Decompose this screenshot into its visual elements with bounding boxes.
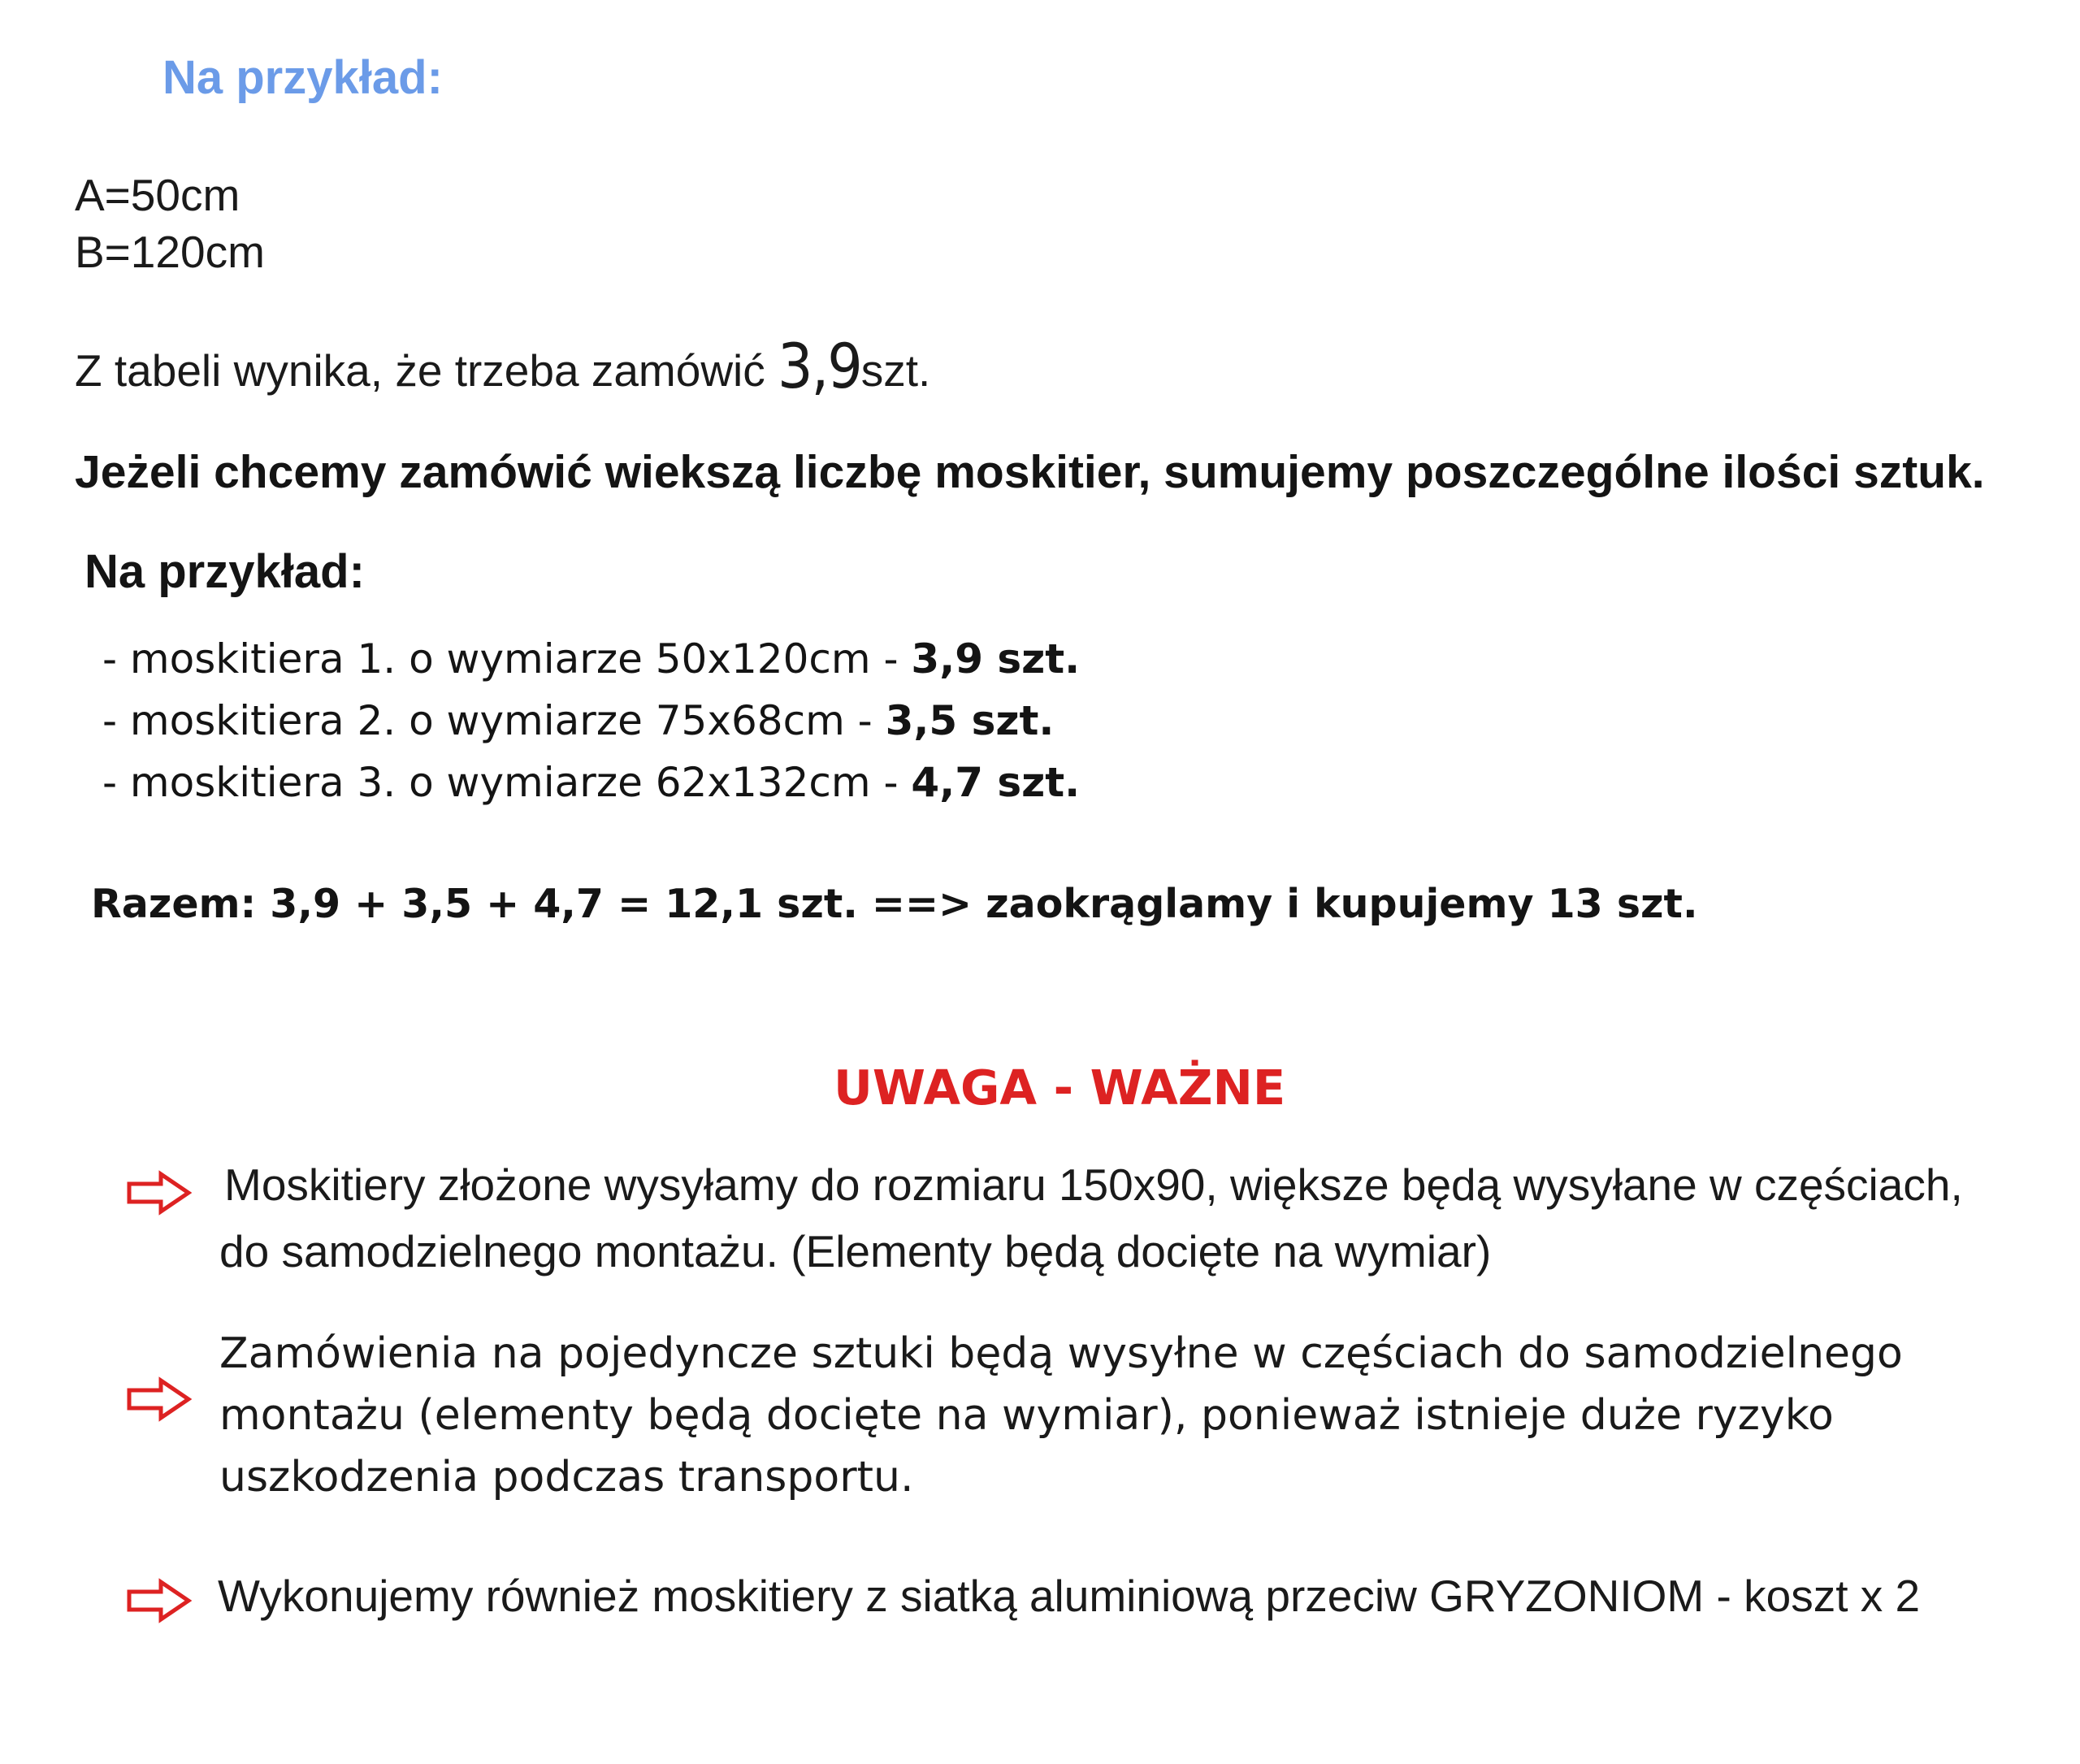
example-heading: Na przykład: bbox=[162, 51, 443, 104]
list-item-text: - moskitiera 2. o wymiarze 75x68cm - bbox=[102, 697, 886, 744]
table-result-prefix: Z tabeli wynika, że trzeba zamówić bbox=[75, 345, 778, 396]
list-item-qty: 3,9 szt. bbox=[911, 635, 1081, 683]
list-item bbox=[102, 759, 1080, 806]
arrow-right-icon bbox=[127, 1376, 192, 1422]
dimension-b: B=120cm bbox=[75, 227, 265, 277]
table-result-unit: szt. bbox=[860, 345, 931, 396]
list-item-text: - moskitiera 1. o wymiarze 50x120cm - bbox=[102, 635, 912, 683]
list-item-text: - moskitiera 3. o wymiarze 62x132cm - bbox=[102, 759, 912, 806]
list-item-qty: 4,7 szt. bbox=[911, 759, 1081, 806]
arrow-right-icon bbox=[127, 1578, 192, 1623]
dimension-a: A=50cm bbox=[75, 170, 240, 220]
table-result-value: 3,9 bbox=[778, 330, 861, 402]
note-2-line-1: Zamówienia na pojedyncze sztuki będą wysyłne w częściach do samodzielnego bbox=[219, 1329, 1903, 1378]
list-item bbox=[102, 697, 1054, 744]
note-1-line-2: do samodzielnego montażu. (Elementy będą docięte na wymiar) bbox=[219, 1226, 1492, 1276]
list-item bbox=[102, 635, 1080, 683]
multiple-order-note: Jeżeli chcemy zamówić wiekszą liczbę moskitier, sumujemy poszczególne ilości sztuk. bbox=[75, 446, 1985, 498]
warning-title: UWAGA - WAŻNE bbox=[834, 1060, 1286, 1116]
note-3-line-1: Wykonujemy również moskitiery z siatką aluminiową przeciw GRYZONIOM - koszt x 2 bbox=[218, 1571, 1921, 1621]
table-result-line bbox=[75, 328, 930, 401]
note-2-line-2: montażu (elementy będą docięte na wymiar), ponieważ istnieje duże ryzyko bbox=[219, 1391, 1834, 1440]
note-2-line-3: uszkodzenia podczas transportu. bbox=[219, 1453, 914, 1502]
example-list-heading: Na przykład: bbox=[84, 545, 365, 598]
arrow-right-icon bbox=[127, 1170, 192, 1216]
total-line: Razem: 3,9 + 3,5 + 4,7 = 12,1 szt. ==> zaokrąglamy i kupujemy 13 szt. bbox=[91, 881, 1698, 927]
list-item-qty: 3,5 szt. bbox=[885, 697, 1055, 744]
note-1-line-1: Moskitiery złożone wysyłamy do rozmiaru 150x90, większe będą wysyłane w częściach, bbox=[224, 1159, 1963, 1210]
